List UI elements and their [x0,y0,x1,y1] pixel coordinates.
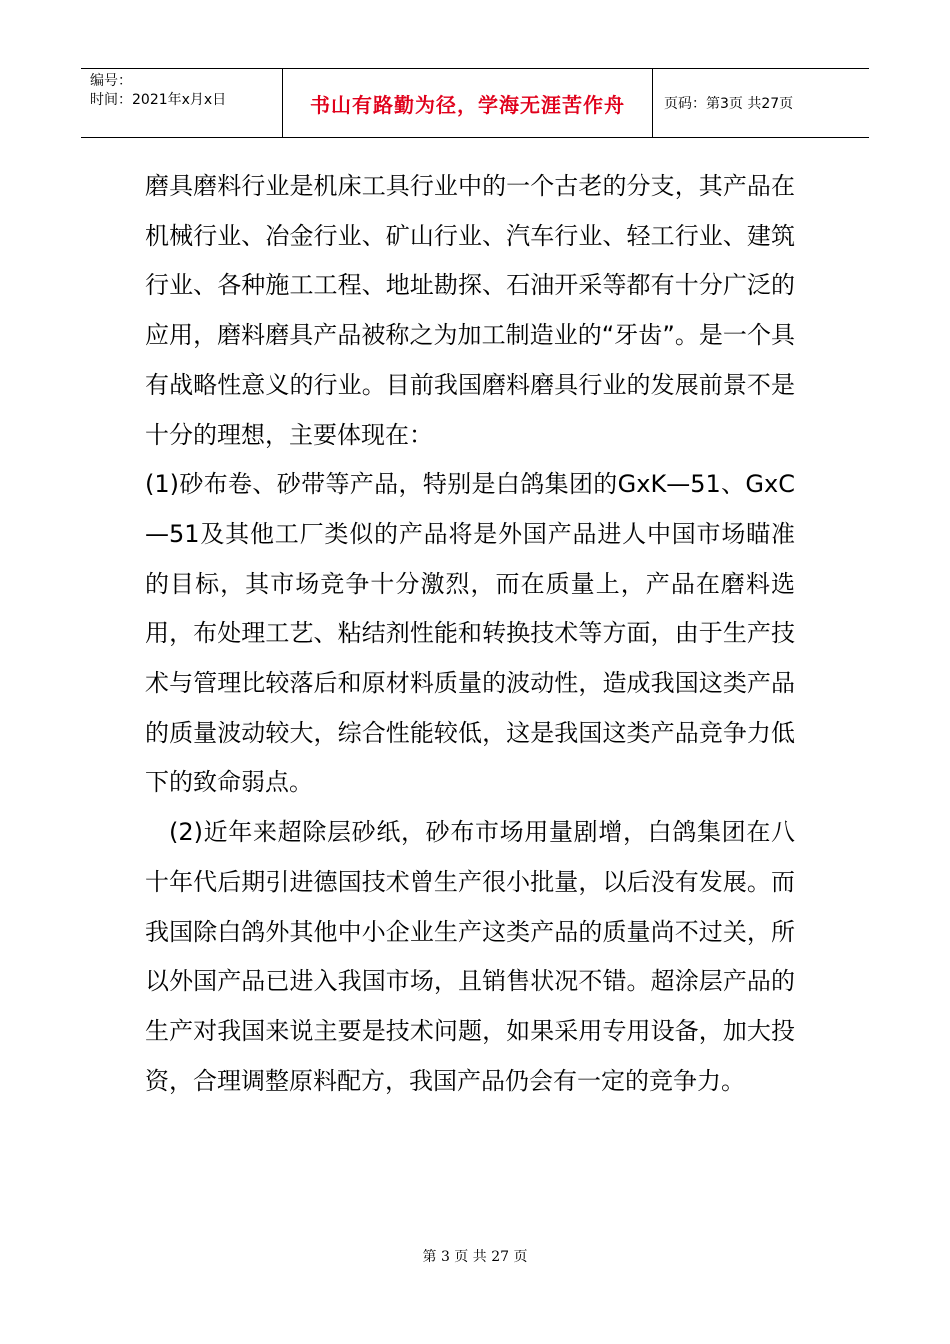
body-paragraph-2: (1)砂布卷、砂带等产品，特别是白鸽集团的GxK—51、GxC—51及其他工厂类似的产品将是外国产品进人中国市场瞄准的目标，其市场竞争十分激烈，而在质量上，产品在磨料选用，布处理工艺、粘结剂性能和转换技术等方面，由于生产技术与管理比较落后和原材料质量的波动性，造成我国这类产品的质量波动较大，综合性能较低，这是我国这类产品竞争力低下的致命弱点。 [145,470,795,797]
page-footer [0,1246,950,1266]
page-header [81,68,869,138]
body-paragraph-3: (2)近年来超除层砂纸，砂布市场用量剧增，白鸽集团在八十年代后期引进德国技术曾生产很小批量，以后没有发展。而我国除白鸽外其他中小企业生产这类产品的质量尚不过关，所以外国产品已进入我国市场，且销售状况不错。超涂层产品的生产对我国来说主要是技术问题，如果采用专用设备，加大投资，合理调整原料配方，我国产品仍会有一定的竞争力。 [145,818,795,1095]
body-paragraph-1: 磨具磨料行业是机床工具行业中的一个古老的分支，其产品在机械行业、冶金行业、矿山行业、汽车行业、轻工行业、建筑行业、各种施工工程、地址勘探、石油开采等都有十分广泛的应用，磨料磨具产品被称之为加工制造业的“牙齿”。是一个具有战略性意义的行业。目前我国磨料磨具行业的发展前景不是十分的理想，主要体现在： [145,172,795,449]
header-page-info-cell [653,69,869,137]
header-meta [81,69,283,137]
document-body [145,162,795,1106]
document-number-label: 编号： [90,73,132,89]
header-motto-cell [283,69,653,137]
footer-page-number: 第 3 页 共 27 页 [422,1249,528,1265]
document-time-label: 时间：2021年x月x日 [90,92,227,108]
header-motto: 书山有路勤为径，学海无涯苦作舟 [310,92,625,117]
header-page-info: 页码：第3页 共27页 [664,96,794,112]
